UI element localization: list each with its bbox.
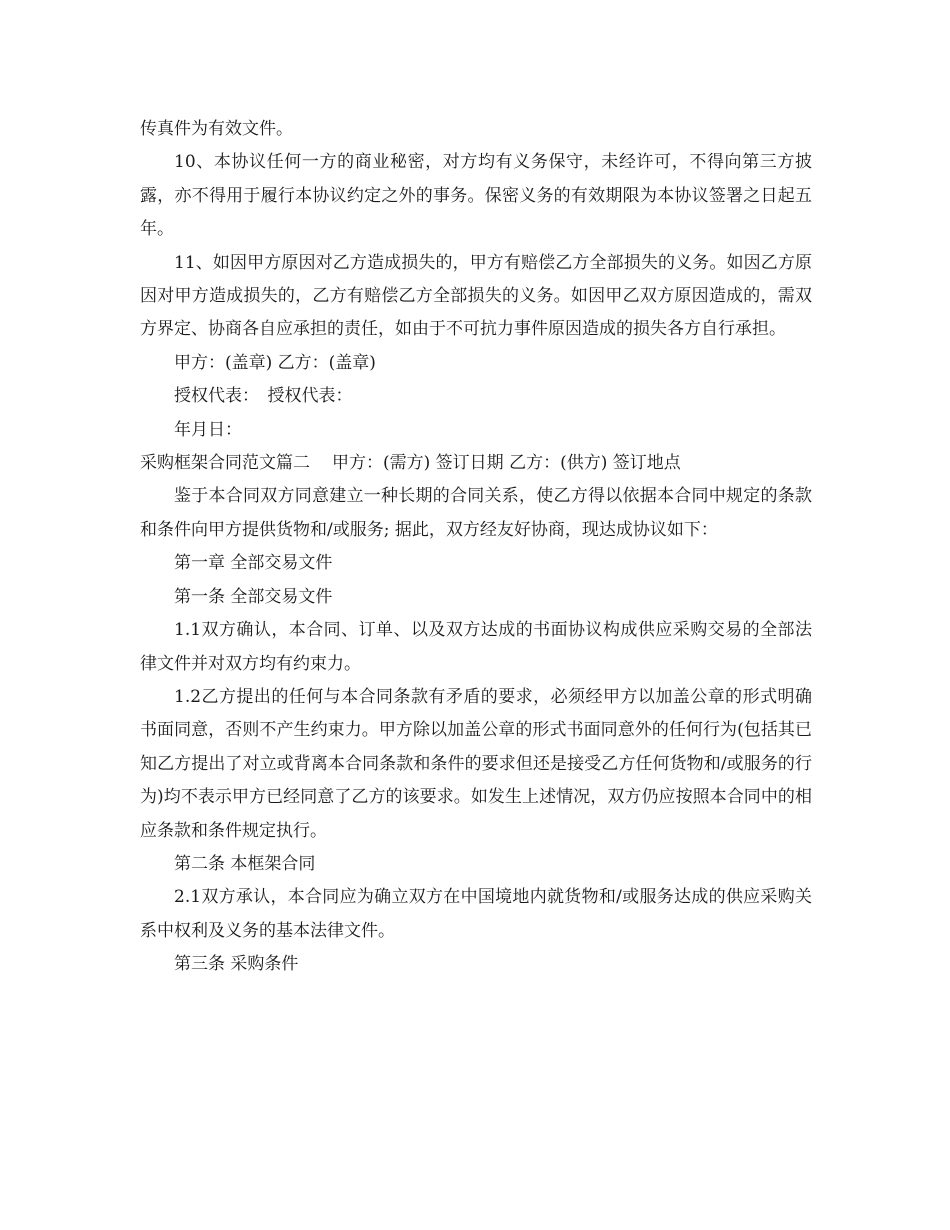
section-heading-line [140, 447, 812, 480]
article-heading-2: 第二条 本框架合同 [174, 853, 316, 874]
paragraph-clause-1-1: 1.1双方确认，本合同、订单、以及双方达成的书面协议构成供应采购交易的全部法律文件并对双方均有约束力。 [140, 620, 812, 674]
section-parties: 甲方：(需方) 签订日期 乙方：(供方) 签订地点 [332, 453, 681, 474]
document-body [140, 113, 812, 982]
section-title: 采购框架合同范文篇二 [140, 453, 310, 474]
paragraph-clause-11-liability: 11、如因甲方原因对乙方造成损失的，甲方有赔偿乙方全部损失的义务。如因乙方原因对甲方造成损失的，乙方有赔偿乙方全部损失的义务。如因甲乙双方原因造成的，需双方界定、协商各自应承担的责任，如由于不可抗力事件原因造成的损失各方自行承担。 [140, 252, 812, 340]
paragraph-clause-2-1: 2.1双方承认，本合同应为确立双方在中国境地内就货物和/或服务达成的供应采购关系中权利及义务的基本法律文件。 [140, 887, 812, 941]
chapter-heading-1: 第一章 全部交易文件 [174, 553, 333, 574]
article-heading-3: 第三条 采购条件 [174, 954, 299, 975]
signature-seal-line: 甲方：(盖章) 乙方：(盖章) [174, 352, 376, 373]
paragraph-clause-10-confidentiality: 10、本协议任何一方的商业秘密，对方均有义务保守，未经许可，不得向第三方披露，亦不得用于履行本协议约定之外的事务。保密义务的有效期限为本协议签署之日起五年。 [140, 152, 812, 240]
article-heading-1: 第一条 全部交易文件 [174, 586, 333, 607]
paragraph-fax-validity: 传真件为有效文件。 [140, 119, 293, 139]
paragraph-preamble: 鉴于本合同双方同意建立一种长期的合同关系，使乙方得以依据本合同中规定的条款和条件向甲方提供货物和/或服务; 据此，双方经友好协商，现达成协议如下： [140, 486, 812, 540]
paragraph-clause-1-2: 1.2乙方提出的任何与本合同条款有矛盾的要求，必须经甲方以加盖公章的形式明确书面同意，否则不产生约束力。甲方除以加盖公章的形式书面同意外的任何行为(包括其已知乙方提出了对立或背离本合同条款和条件的要求但还是接受乙方任何货物和/或服务的行为)均不表示甲方已经同意了乙方的该要求。如发生上述情况，双方仍应按照本合同中的相应条款和条件规定执行。 [140, 686, 812, 841]
signature-representative-line: 授权代表： 授权代表： [174, 386, 353, 407]
signature-date-line: 年月日： [174, 419, 242, 440]
